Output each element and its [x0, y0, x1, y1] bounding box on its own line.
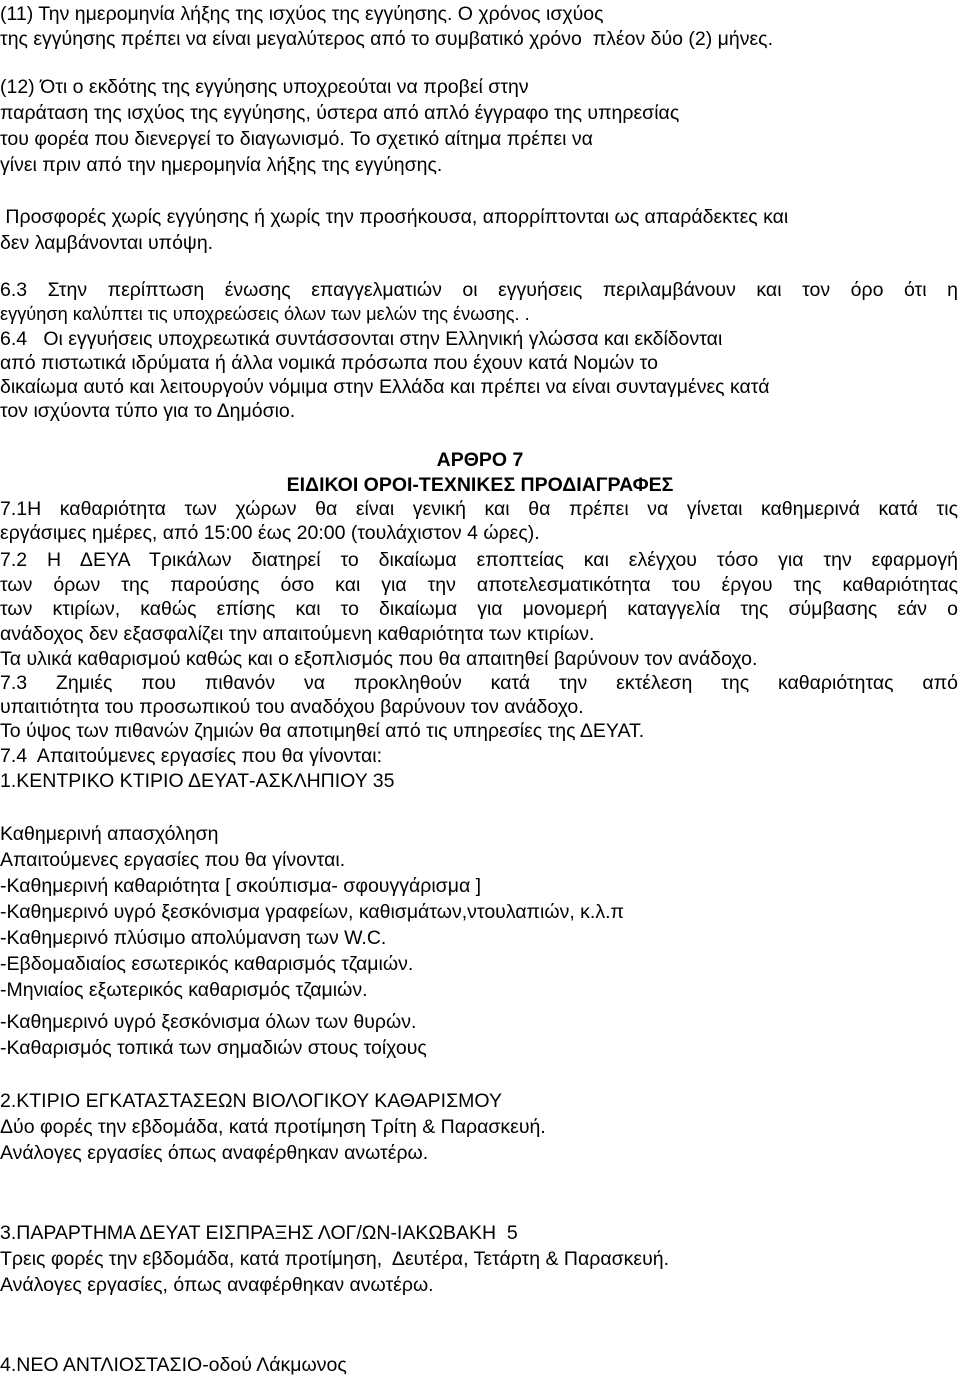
text-line: -Καθημερινό υγρό ξεσκόνισμα όλων των θυρών. [0, 1011, 417, 1033]
text-line: -Καθαρισμός τοπικά των σημαδιών στους τοίχους [0, 1037, 427, 1059]
text-line: (12) Ότι ο εκδότης της εγγύησης υποχρεούται να προβεί στην [0, 76, 529, 98]
text-line: 2.ΚΤΙΡΙΟ ΕΓΚΑΤΑΣΤΑΣΕΩΝ ΒΙΟΛΟΓΙΚΟΥ ΚΑΘΑΡΙΣΜΟΥ [0, 1090, 502, 1112]
text-line: γίνει πριν από την ημερομηνία λήξης της εγγύησης. [0, 154, 443, 176]
text-line: Το ύψος των πιθανών ζημιών θα αποτιμηθεί από τις υπηρεσίες της ΔΕΥΑΤ. [0, 720, 645, 742]
text-line: Ανάλογες εργασίες, όπως αναφέρθηκαν ανωτέρω. [0, 1274, 434, 1296]
text-line: ανάδοχος δεν εξασφαλίζει την απαιτούμενη καθαριότητα των κτιρίων. [0, 623, 595, 645]
text-line: Τρεις φορές την εβδομάδα, κατά προτίμηση, Δευτέρα, Τετάρτη & Παρασκευή. [0, 1248, 670, 1270]
text-line: του φορέα που διενεργεί το διαγωνισμό. Το σχετικό αίτημα πρέπει να [0, 128, 593, 150]
text-line: Προσφορές χωρίς εγγύησης ή χωρίς την προσήκουσα, απορρίπτονται ως απαράδεκτες και [0, 206, 789, 228]
text-line: 6.4 Οι εγγυήσεις υποχρεωτικά συντάσσονται στην Ελληνική γλώσσα και εκδίδονται [0, 328, 723, 350]
text-line: -Μηνιαίος εξωτερικός καθαρισμός τζαμιών. [0, 979, 368, 1001]
text-line: 3.ΠΑΡΑΡΤΗΜΑ ΔΕΥΑΤ ΕΙΣΠΡΑΞΗΣ ΛΟΓ/ΩΝ-ΙΑΚΩΒΑΚΗ 5 [0, 1222, 518, 1244]
text-line: εργάσιμες ημέρες, από 15:00 έως 20:00 (τουλάχιστον 4 ώρες). [0, 522, 540, 544]
text-line: των όρων της παρούσης όσο και για την αποτελεσματικότητα του έργου της καθαριότητας [0, 574, 958, 596]
text-line: από πιστωτικά ιδρύματα ή άλλα νομικά πρόσωπα που έχουν κατά Νομών το [0, 352, 658, 374]
text-line: -Καθημερινή καθαριότητα [ σκούπισμα- σφουγγάρισμα ] [0, 875, 482, 897]
text-line: 7.3 Ζημιές που πιθανόν να προκληθούν κατά την εκτέλεση της καθαριότητας από [0, 672, 958, 694]
text-line: 1.ΚΕΝΤΡΙΚΟ ΚΤΙΡΙΟ ΔΕΥΑΤ-ΑΣΚΛΗΠΙΟΥ 35 [0, 770, 395, 792]
text-line: 7.1Η καθαριότητα των χώρων θα είναι γενική και θα πρέπει να γίνεται καθημερινά κατά τις [0, 498, 958, 520]
text-line: τον ισχύοντα τύπο για το Δημόσιο. [0, 400, 296, 422]
text-line: -Καθημερινό υγρό ξεσκόνισμα γραφείων, καθισμάτων,ντουλαπιών, κ.λ.π [0, 901, 624, 923]
text-line: 4.ΝΕΟ ΑΝΤΛΙΟΣΤΑΣΙΟ-οδού Λάκμωνος [0, 1354, 347, 1376]
section-subheading: ΕΙΔΙΚΟΙ ΟΡΟΙ-ΤΕΧΝΙΚΕΣ ΠΡΟΔΙΑΓΡΑΦΕΣ [286, 474, 674, 496]
text-line: -Καθημερινό πλύσιμο απολύμανση των W.C. [0, 927, 387, 949]
text-line: των κτιρίων, καθώς επίσης και το δικαίωμα για μονομερή καταγγελία της σύμβασης εάν ο [0, 598, 958, 620]
text-line: δικαίωμα αυτό και λειτουργούν νόμιμα στην Ελλάδα και πρέπει να είναι συνταγμένες κατά [0, 376, 770, 398]
text-line: υπαιτιότητα του προσωπικού του αναδόχου βαρύνουν τον ανάδοχο. [0, 696, 584, 718]
text-line: Απαιτούμενες εργασίες που θα γίνονται. [0, 849, 346, 871]
text-line: (11) Την ημερομηνία λήξης της ισχύος της εγγύησης. Ο χρόνος ισχύος [0, 3, 604, 25]
text-line: δεν λαμβάνονται υπόψη. [0, 232, 214, 254]
section-heading: ΑΡΘΡΟ 7 [436, 449, 524, 471]
text-line: εγγύηση καλύπτει τις υποχρεώσεις όλων των μελών της ένωσης. . [0, 304, 530, 324]
text-line: Ανάλογες εργασίες όπως αναφέρθηκαν ανωτέρω. [0, 1142, 429, 1164]
text-line: παράταση της ισχύος της εγγύησης, ύστερα από απλό έγγραφο της υπηρεσίας [0, 102, 680, 124]
text-line: 6.3 Στην περίπτωση ένωσης επαγγελματιών οι εγγυήσεις περιλαμβάνουν και τον όρο ότι η [0, 279, 958, 301]
text-line: της εγγύησης πρέπει να είναι μεγαλύτερος από το συμβατικό χρόνο πλέον δύο (2) μήνες. [0, 28, 773, 50]
text-line: -Εβδομαδιαίος εσωτερικός καθαρισμός τζαμιών. [0, 953, 414, 975]
text-line: 7.2 Η ΔΕΥΑ Τρικάλων διατηρεί το δικαίωμα εποπτείας και ελέγχου τόσο για την εφαρμογή [0, 549, 958, 571]
text-line: 7.4 Απαιτούμενες εργασίες που θα γίνονται: [0, 745, 382, 767]
text-line: Καθημερινή απασχόληση [0, 823, 219, 845]
text-line: Τα υλικά καθαρισμού καθώς και ο εξοπλισμός που θα απαιτηθεί βαρύνουν τον ανάδοχο. [0, 648, 758, 670]
text-line: Δύο φορές την εβδομάδα, κατά προτίμηση Τρίτη & Παρασκευή. [0, 1116, 546, 1138]
